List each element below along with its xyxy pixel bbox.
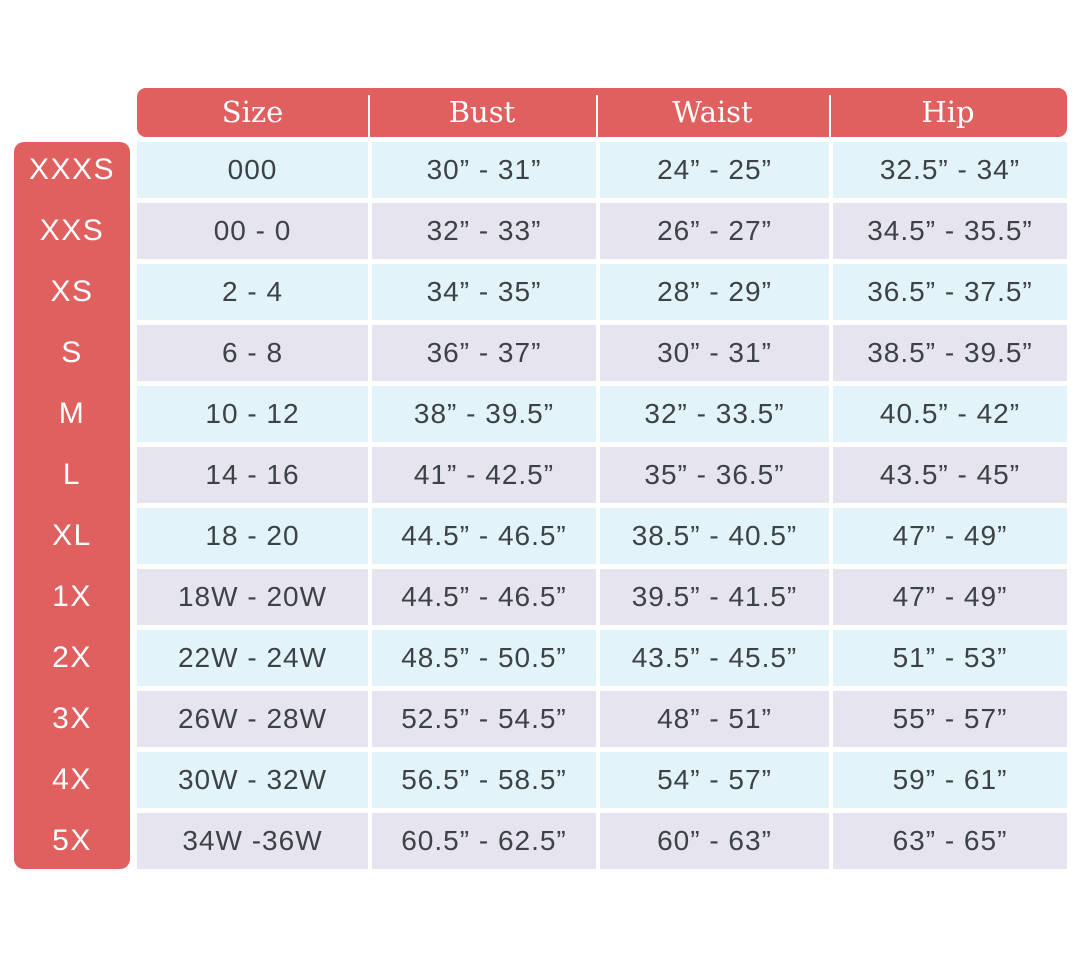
waist-cell: 30” - 31” (600, 325, 829, 381)
rail-label-xs: XS (50, 275, 94, 308)
rail-label-5x: 5X (52, 824, 92, 857)
rail-label-xl: XL (52, 519, 92, 552)
rail-label-4x: 4X (52, 763, 92, 796)
waist-cell: 32” - 33.5” (600, 386, 829, 442)
table-header-row (137, 88, 1067, 137)
size-cell: 30W - 32W (137, 752, 368, 808)
bust-cell: 44.5” - 46.5” (372, 508, 596, 564)
hip-cell: 40.5” - 42” (833, 386, 1067, 442)
rail-label-xxxs: XXXS (28, 153, 116, 186)
rail-label-m: M (58, 397, 86, 430)
size-cell: 2 - 4 (137, 264, 368, 320)
rail-label-xxs: XXS (39, 214, 105, 247)
hip-cell: 55” - 57” (833, 691, 1067, 747)
waist-cell: 28” - 29” (600, 264, 829, 320)
size-cell: 34W -36W (137, 813, 368, 869)
waist-cell: 60” - 63” (600, 813, 829, 869)
waist-cell: 26” - 27” (600, 203, 829, 259)
hip-cell: 36.5” - 37.5” (833, 264, 1067, 320)
bust-cell: 56.5” - 58.5” (372, 752, 596, 808)
header-bust: Bust (368, 88, 596, 137)
size-cell: 18 - 20 (137, 508, 368, 564)
hip-cell: 43.5” - 45” (833, 447, 1067, 503)
hip-cell: 59” - 61” (833, 752, 1067, 808)
hip-cell: 32.5” - 34” (833, 142, 1067, 198)
rail-label-1x: 1X (52, 580, 92, 613)
waist-cell: 39.5” - 41.5” (600, 569, 829, 625)
waist-cell: 54” - 57” (600, 752, 829, 808)
bust-cell: 32” - 33” (372, 203, 596, 259)
size-cell: 000 (137, 142, 368, 198)
size-cell: 22W - 24W (137, 630, 368, 686)
size-cell: 00 - 0 (137, 203, 368, 259)
waist-cell: 38.5” - 40.5” (600, 508, 829, 564)
rail-label-l: L (62, 458, 82, 491)
bust-cell: 34” - 35” (372, 264, 596, 320)
size-cell: 18W - 20W (137, 569, 368, 625)
bust-cell: 41” - 42.5” (372, 447, 596, 503)
waist-cell: 24” - 25” (600, 142, 829, 198)
table-body (137, 142, 1067, 869)
header-waist: Waist (596, 88, 829, 137)
size-cell: 6 - 8 (137, 325, 368, 381)
bust-cell: 44.5” - 46.5” (372, 569, 596, 625)
size-cell: 26W - 28W (137, 691, 368, 747)
size-cell: 14 - 16 (137, 447, 368, 503)
size-cell: 10 - 12 (137, 386, 368, 442)
bust-cell: 38” - 39.5” (372, 386, 596, 442)
hip-cell: 38.5” - 39.5” (833, 325, 1067, 381)
hip-cell: 51” - 53” (833, 630, 1067, 686)
bust-cell: 36” - 37” (372, 325, 596, 381)
hip-cell: 47” - 49” (833, 508, 1067, 564)
bust-cell: 30” - 31” (372, 142, 596, 198)
hip-cell: 47” - 49” (833, 569, 1067, 625)
waist-cell: 43.5” - 45.5” (600, 630, 829, 686)
rail-label-s: S (61, 336, 83, 369)
hip-cell: 34.5” - 35.5” (833, 203, 1067, 259)
waist-cell: 48” - 51” (600, 691, 829, 747)
size-rail (14, 142, 130, 869)
bust-cell: 48.5” - 50.5” (372, 630, 596, 686)
header-hip: Hip (829, 88, 1067, 137)
header-size: Size (221, 95, 284, 129)
hip-cell: 63” - 65” (833, 813, 1067, 869)
bust-cell: 60.5” - 62.5” (372, 813, 596, 869)
rail-label-2x: 2X (52, 641, 92, 674)
rail-label-3x: 3X (52, 702, 92, 735)
bust-cell: 52.5” - 54.5” (372, 691, 596, 747)
waist-cell: 35” - 36.5” (600, 447, 829, 503)
